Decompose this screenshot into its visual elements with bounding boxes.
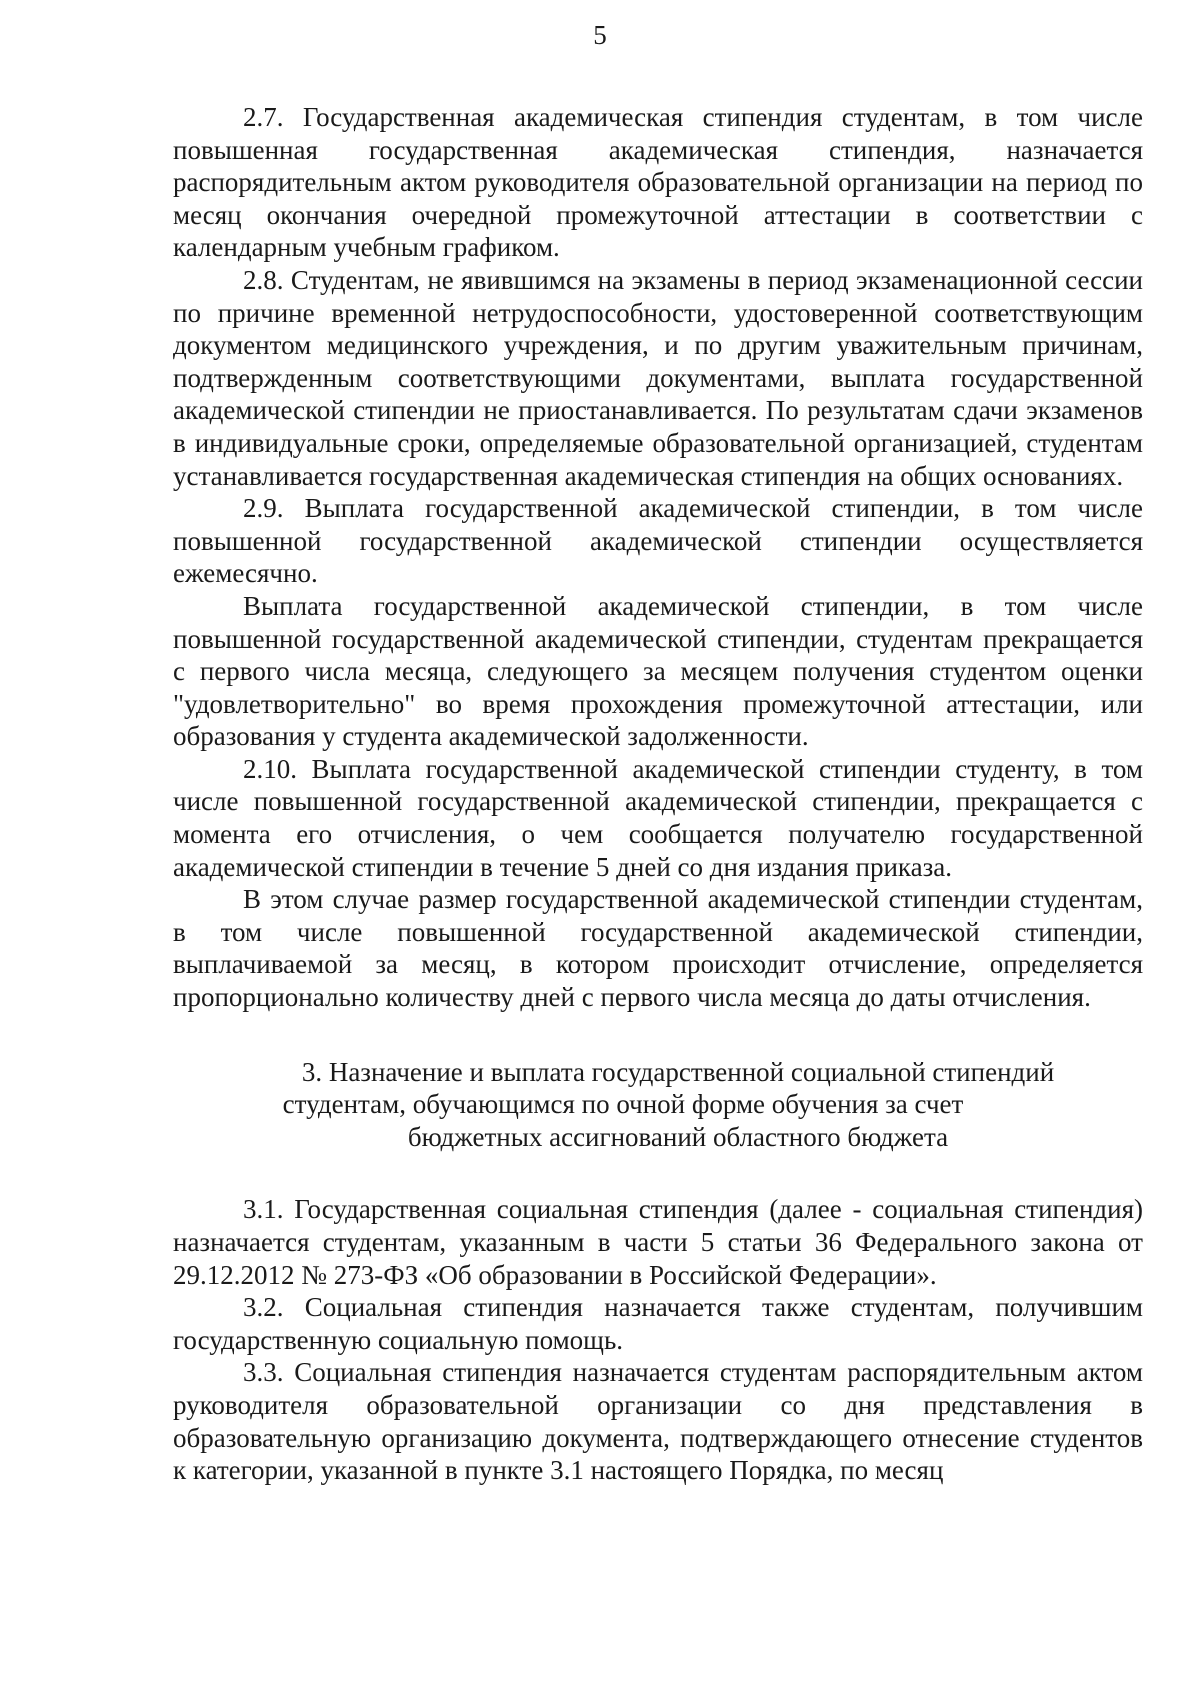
paragraph-3-3: 3.3. Социальная стипендия назначается студентам распорядительным актом руководителя образовательной организации со дня представления в образовательную организацию документа, подтверждающего отнесение студентов к категории, указанной в пункте 3.1 настоящего Порядка, по месяц [173,1357,1143,1486]
paragraph-2-10: 2.10. Выплата государственной академической стипендии студенту, в том числе повышенной государственной академической стипендии, прекращается с момента его отчисления, о чем сообщается получателю государственной академической стипендии в течение 5 дней со дня издания приказа. [173,753,1143,882]
paragraph-2-9-continued: Выплата государственной академической стипендии, в том числе повышенной государственной академической стипендии, студентам прекращается с первого числа месяца, следующего за месяцем получения студентом оценки "удовлетворительно" во время прохождения промежуточной аттестации, или образования у студента академической задолженности. [173,590,1143,752]
paragraph-3-2: 3.2. Социальная стипендия назначается также студентам, получившим государственную социальную помощь. [173,1292,1143,1355]
section-heading-line: 3. Назначение и выплата государственной социальной стипендий [301,1056,1055,1087]
document-body [173,101,1143,1487]
paragraph-2-8: 2.8. Студентам, не явившимся на экзамены в период экзаменационной сессии по причине временной нетрудоспособности, удостоверенной соответствующим документом медицинского учреждения, и по другим уважительным причинам, подтвержденным соответствующими документами, выплата государственной академической стипендии не приостанавливается. По результатам сдачи экзаменов в индивидуальные сроки, определяемые образовательной организацией, студентам устанавливается государственная академическая стипендия на общих основаниях. [173,264,1143,491]
paragraph-2-7: 2.7. Государственная академическая стипендия студентам, в том числе повышенная государственная академическая стипендия, назначается распорядительным актом руководителя образовательной организации на период по месяц окончания очередной промежуточной аттестации в соответствии с календарным учебным графиком. [173,102,1143,263]
paragraph-2-9: 2.9. Выплата государственной академической стипендии, в том числе повышенной государственной академической стипендии осуществляется ежемесячно. [173,493,1143,589]
paragraph-3-1: 3.1. Государственная социальная стипендия (далее - социальная стипендия) назначается студентам, указанным в части 5 статьи 36 Федерального закона от 29.12.2012 № 273-ФЗ «Об образовании в Российской Федерации». [173,1194,1143,1290]
section-heading-line: бюджетных ассигнований областного бюджета [407,1121,949,1152]
paragraph-2-10-continued: В этом случае размер государственной академической стипендии студентам, в том числе повышенной государственной академической стипендии, выплачиваемой за месяц, в котором происходит отчисление, определяется пропорционально количеству дней с первого числа месяца до даты отчисления. [173,884,1143,1013]
page-number: 5 [593,20,607,50]
section-3-heading [173,1056,1143,1154]
section-heading-line: студентам, обучающимся по очной форме обучения за счет [282,1089,964,1120]
